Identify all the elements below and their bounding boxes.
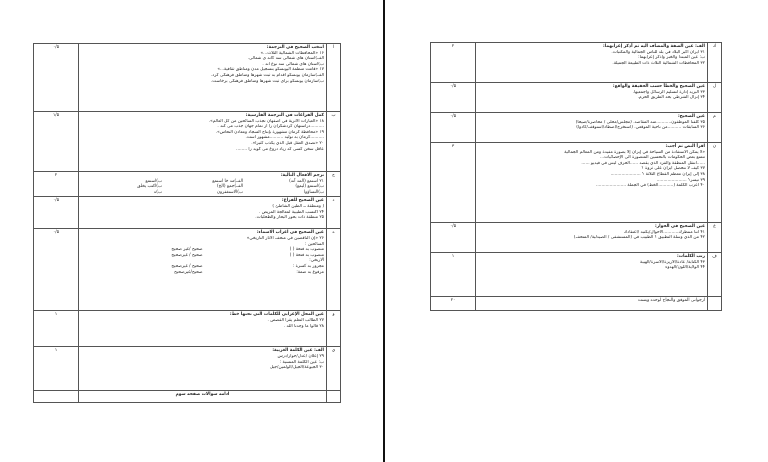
question-content [476,83,708,113]
page-divider [383,0,385,462]
question-line: عاقل سخن كسى كه زياد دروغ مى گويد را ........ [236,146,324,152]
question-content [79,44,327,112]
question-content [79,197,327,229]
question-content [79,347,327,391]
question-line: ۲۷ الطالب التعلم يقرأ القصص . [267,317,324,323]
question-line: ۲۴ اكتسب الطبيبة لمعالجة المريض . [258,209,324,215]
question-score: ۰/۵ [34,44,79,112]
question-line: ۱۶ «المحافظات الشمالية الثلاث...» [260,50,324,56]
question-title: عين الصحيح في الحوار: [654,224,705,229]
question-score: ۰/۵ [431,113,476,143]
question-line: ۳۳ البريد إدارة لتسليم الرسائل وأجمعيها. [632,89,705,95]
option-item: مجرور به كسرة : [292,263,324,269]
question-score: ۲ [34,172,79,197]
question-row [34,311,341,347]
question-score: ۱ [431,253,476,297]
option-item: الف)مد خا استمع [212,178,243,184]
question-line: ۱۹ «محافظة كرمان مشهورة بإنتاج السجاد ومعادن النحاس». [215,129,324,135]
question-line: الف)استان های شمالی سه گانه ی شمالی. [247,56,324,62]
question-title: رتب الكلمات: [676,254,705,259]
question-title: عين الصحيح في اعراب الاسماء: [256,230,324,236]
question-score: ۰/۵ [34,229,79,311]
question-line: ......انتقل المنطقة والفرد الذي يقصد ......الحرف ليس في فيديو ...... [581,160,705,166]
question-title: الف: عين الصفة والمضاف اليه ثم أذكر إعرابهما: [603,44,705,49]
question-title: عين الصحيح والخطأ حسب الحقيقة والواقع: [612,84,705,89]
question-row [431,113,722,143]
question-title: كمل الفراغات في الترجمة الفارسية: [245,113,324,118]
question-line: ۳۷ كيف لا نتحصل ايران على ثروة ؟ [641,166,705,172]
question-line: ۳۶ السابقات ..........من ناحية الموقعي. (استخرج/اصطاد/استوقف/كادوا) [576,125,705,131]
option-row [81,190,324,196]
question-row [431,83,722,113]
question-line: ۳۵ كلفنا الموظفون...........منه المقاصد. (مجلس/محلی / محاصرة/صيحا) [575,119,705,125]
question-line: ۴۱ اننا منتظرك...........الاحوال/يكتبه /اعتقادك [623,229,705,235]
question-line: ۲۹ إعلان /عدل/حوار/درس [277,353,324,359]
question-line: ( ومنطقة ــ الطين الشاطئ ) [272,203,324,209]
option-item: ب)اكتب يخلق [137,184,162,190]
question-number: ا [327,44,341,112]
question-content [79,311,327,347]
option-item: ۲۱ استمع (المد آنه) [289,178,324,184]
question-line: السائحين : [305,241,324,247]
question-row [34,172,341,197]
question-line: ب)استان های شمالی سه نوع اند . [262,61,324,67]
question-number: م [708,113,722,143]
question-score: ۳ [431,143,476,223]
option-item: ب)استمع (ليمع) [295,184,324,190]
option-row [81,270,324,276]
question-score: ۰/۵ [34,197,79,229]
question-number: ك [708,43,722,83]
footer-number [327,391,341,403]
question-line: ب: عين الكلمة المنسية : [279,359,324,365]
question-number: ل [708,83,722,113]
total-score: ۲۰ [431,297,476,311]
question-title: ترجم الافعال التالية: [280,173,324,178]
option-item: صحيح / غيرصحيح [171,263,203,269]
footer-score [34,391,79,403]
question-line: «لا يمكن الاستفادة من السياحة في إيران إلا بصورة مفيدة ومن المعالم الجمالية [564,149,705,155]
question-line: ۲۰ «تصدق العقل قبل الذي يكذب كثيرا». [251,140,324,146]
question-score: ۱/۵ [34,112,79,172]
question-score: ۰/۵ [431,223,476,253]
question-line: ۳۹ تيسر؟ ...................... [656,177,705,183]
option-item: ب)التساؤوا [303,189,324,195]
question-number: ب [327,112,341,172]
question-row [431,253,722,297]
question-number: ف [708,253,722,297]
question-line: ..........كرمان به توليد ..........مشهور است. [245,135,324,141]
option-item: ب)ه [154,189,162,195]
question-line: ۲۵ منطقة ذات بحور البحار والطحلبات. [255,215,324,221]
question-line: ۳۸ إلى إيران معظم القطاع الثلاثة ؟ ...................... [610,171,705,177]
question-row [34,197,341,229]
question-score: ۲ [431,43,476,83]
question-content [79,112,327,172]
question-number: و [327,311,341,347]
question-content [79,229,327,311]
question-row [34,112,341,172]
exam-page-right [386,0,768,462]
question-line: ۳۴ إنزال الشرطي بحد الطريق الحرم. [637,95,705,101]
question-line: ب)سازمان يونسكو براى ثبت شهرها ومناطق فرهنگی برخاست. [210,78,324,84]
question-line: ۱۸ «العبارات الأثرية في أصفهان تجذب السائحين من كل العالم». [208,118,324,124]
question-content [476,113,708,143]
question-title: انتخب الصحيح في الترجمة: [266,45,324,50]
question-content [476,253,708,297]
question-number: ه [327,229,341,311]
question-line: ۴۴ الولاية/اللون/الهدوء [665,265,705,271]
question-row [34,347,341,391]
question-content [476,43,708,83]
question-number: ي [327,347,341,391]
option-item: ب)استمع [145,178,162,184]
question-line: ۳۱ ايران أكبر البلاد في بلد للناس الجمالية والمكتبات. [611,49,705,55]
question-line: ۱۷ «قامت منظمة اليونسكو بتسجيل مدن ومناطق ثقافية...» [217,67,324,73]
continue-note: ادامه سوالات صفحه سوم [79,391,327,403]
question-title: اقرأ النص ثم أجب: [665,144,705,149]
question-title: عين الصحيح: [677,114,705,119]
option-item: مرفوع به ضمة: [296,269,324,275]
question-line: ۳۰ الجيوعة/الجيل/الولمين/جيل [269,365,324,371]
closing-note: ارجوانی الموفق والنجاح لوحده ویست [476,297,708,311]
question-line: ۴۰ اعرب الكلمة (...........الخط) في الجملة ...................... [596,183,705,189]
option-item: منصوب به فتحة ( ) [289,252,324,258]
question-row [431,143,722,223]
option-item: صحيح /غير صحيح [171,247,203,253]
question-content [476,143,708,223]
option-item: ب)الاستغفرون [216,189,243,195]
option-item: الاريخي: [309,258,324,264]
question-line: ۲۸ قالوا ما وجدنا الله . [283,323,324,329]
question-number: ج [327,172,341,197]
footer-row [431,297,722,311]
question-title: عين المحل الإعرابي للكلمات التي تحتها خط: [229,312,324,318]
option-item: منصوب به فتحة ( ) [289,247,324,253]
question-number: ع [708,223,722,253]
question-line: تتمتع بعض الحكومات بالتحسين المتصورة الى الإحصائيات... [599,155,705,161]
question-number: ن [708,143,722,223]
question-content [476,223,708,253]
question-score: ۱ [34,311,79,347]
question-number: د [327,197,341,229]
question-content [79,172,327,197]
question-row [34,229,341,311]
option-item: صحيح / غيرصحيح [171,252,203,258]
question-row [431,43,722,83]
option-item: الف)جمع (الخ) [216,184,243,190]
right-question-table [430,42,722,311]
question-line: ۴۲ من الذي وسلة التطبيق ؟ الطبيب في (المستشفى / الصيدلية/ المتحف) [573,235,705,241]
footer-row [34,391,341,403]
footer-number [708,297,722,311]
question-score: ۰/۵ [431,83,476,113]
question-line: ۲۶ «إن الناقصين في منحف الآثار التاريخي» [246,235,324,241]
question-line: ..........دراستهان كردشگران را از تمام جهان جذب می كند . [217,124,324,130]
question-row [431,223,722,253]
question-line: ۳۲ المحافظات الشمالية الثلاث ذات الطبيعة الجميلة. [612,60,705,66]
option-item: صحيح/غيرصحيح [174,269,203,275]
question-score: ۱ [34,347,79,391]
question-line: ب: عين المبتدا والخبر وأذكر إعرابهما: [638,55,705,61]
question-line: الف)سازمان يونسكو اقدام به ثبت شهرها ومناطق فرهنگی کرد. [210,72,324,78]
question-title: عين الصحيح للفراغ: [281,198,324,204]
left-question-table [33,43,341,403]
question-title: الف: عين الكلمة الغريبة: [272,348,324,354]
question-row [34,44,341,112]
question-line: ۴۳ الكتابة/ عادة/الأريزة/الأسرة/الهيبة [640,259,705,265]
